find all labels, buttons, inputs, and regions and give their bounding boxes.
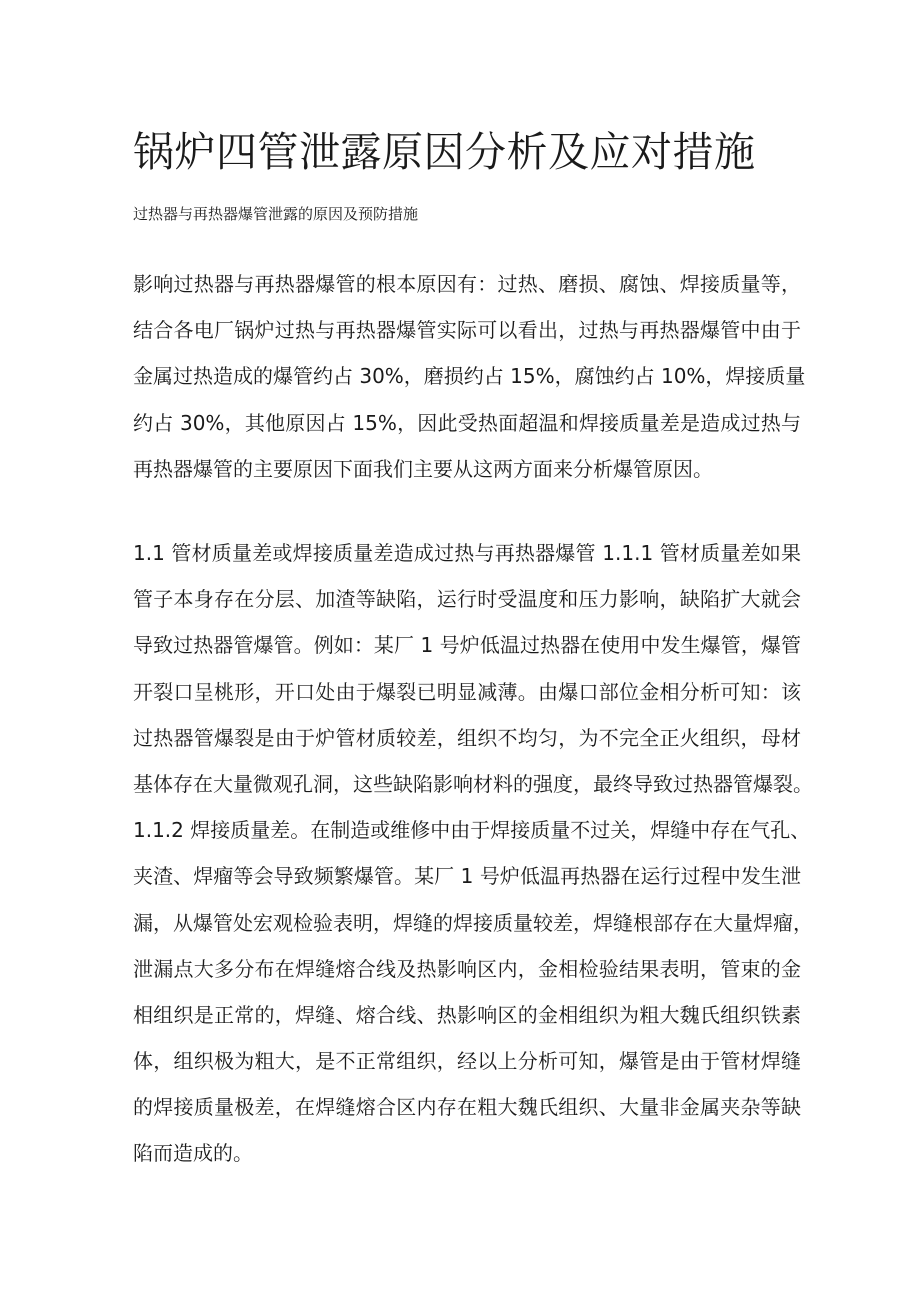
paragraph-causes-overview [133,261,806,492]
paragraph-line: 夹渣、焊瘤等会导致频繁爆管。某厂 1 号炉低温再热器在运行过程中发生泄 [133,864,801,889]
paragraph-line: 开裂口呈桃形，开口处由于爆裂已明显减薄。由爆口部位金相分析可知：该 [133,679,801,704]
paragraph-line: 金属过热造成的爆管约占 30%，磨损约占 15%，腐蚀约占 10%，焊接质量 [133,364,806,389]
document-subtitle: 过热器与再热器爆管泄露的原因及预防措施 [133,205,419,223]
paragraph-line: 1.1 管材质量差或焊接质量差造成过热与再热器爆管 1.1.1 管材质量差如果 [133,541,801,565]
paragraph-line: 过热器管爆裂是由于炉管材质较差，组织不均匀，为不完全正火组织，母材 [133,725,801,750]
paragraph-line: 相组织是正常的，焊缝、熔合线、热影响区的金相组织为粗大魏氏组织铁素 [133,1002,801,1027]
document-title: 锅炉四管泄露原因分析及应对措施 [133,128,756,176]
paragraph-line: 的焊接质量极差，在焊缝熔合区内存在粗大魏氏组织、大量非金属夹杂等缺 [133,1095,801,1120]
paragraph-line: 漏，从爆管处宏观检验表明，焊缝的焊接质量较差，焊缝根部存在大量焊瘤， [133,910,813,935]
paragraph-line: 基体存在大量微观孔洞，这些缺陷影响材料的强度，最终导致过热器管爆裂。 [133,771,813,796]
paragraph-line: 陷而造成的。 [133,1141,253,1166]
paragraph-line: 体，组织极为粗大，是不正常组织，经以上分析可知，爆管是由于管材焊缝 [133,1049,801,1074]
paragraph-section-1-1 [133,530,813,1177]
paragraph-line: 泄漏点大多分布在焊缝熔合线及热影响区内，金相检验结果表明，管束的金 [133,956,801,981]
paragraph-line: 影响过热器与再热器爆管的根本原因有：过热、磨损、腐蚀、焊接质量等， [133,272,801,296]
paragraph-line: 管子本身存在分层、加渣等缺陷，运行时受温度和压力影响，缺陷扩大就会 [133,587,801,612]
paragraph-line: 结合各电厂锅炉过热与再热器爆管实际可以看出，过热与再热器爆管中由于 [133,318,801,343]
paragraph-line: 1.1.2 焊接质量差。在制造或维修中由于焊接质量不过关，焊缝中存在气孔、 [133,818,811,843]
paragraph-line: 再热器爆管的主要原因下面我们主要从这两方面来分析爆管原因。 [133,456,713,481]
paragraph-line: 导致过热器管爆管。例如：某厂 1 号炉低温过热器在使用中发生爆管，爆管 [133,633,801,658]
paragraph-line: 约占 30%，其他原因占 15%，因此受热面超温和焊接质量差是造成过热与 [133,410,801,435]
